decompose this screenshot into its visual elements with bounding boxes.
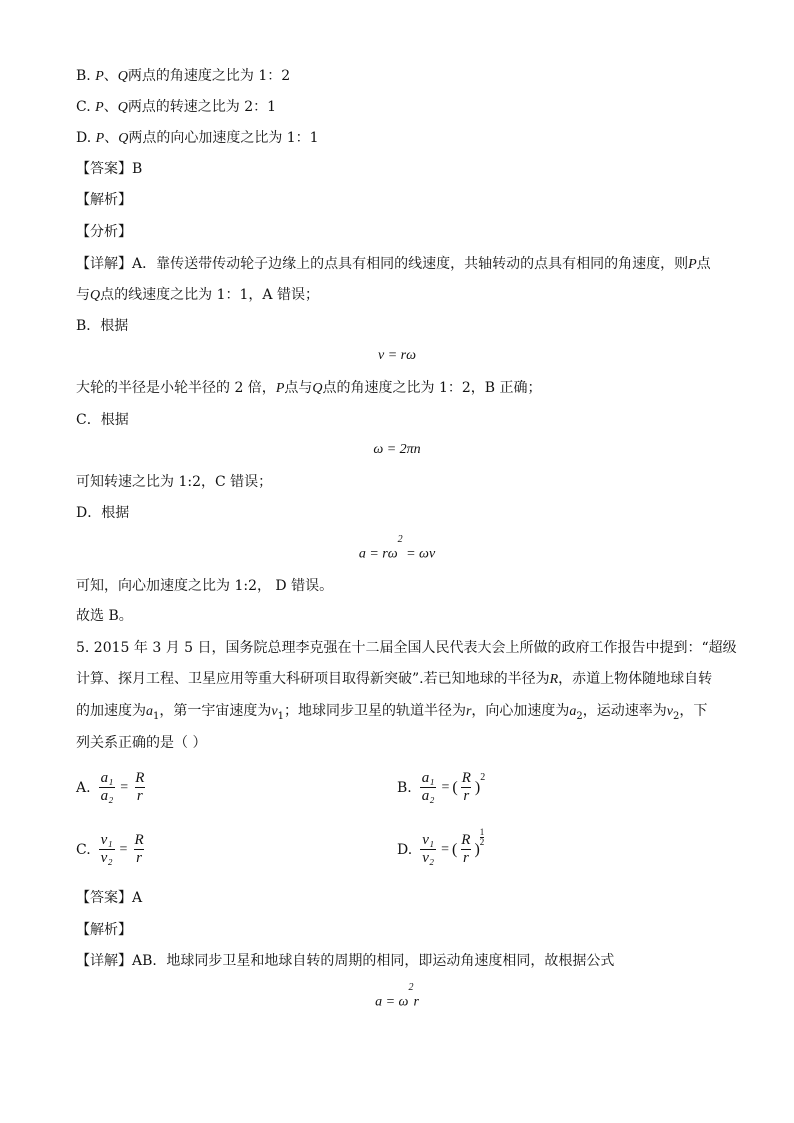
- answer-tag: 【答案】: [76, 161, 132, 177]
- point-p: P: [275, 381, 285, 396]
- option-label: D.: [397, 841, 413, 858]
- detail-text: AB．地球同步卫星和地球自转的周期的相同，即运动角速度相同，故根据公式: [132, 953, 615, 969]
- denominator: r: [136, 850, 142, 866]
- fraction-lhs: [99, 770, 116, 805]
- point-p: P: [95, 100, 104, 115]
- stem-text: ；地球同步卫星的轨道半径为: [283, 703, 466, 719]
- numerator: v₁: [422, 832, 435, 848]
- stem-text: ，向心加速度为: [471, 703, 570, 719]
- detail-text: A．靠传送带传动轮子边缘上的点具有相同的线速度，共轴转动的点具有相同的角速度，则: [132, 256, 689, 272]
- stem-text: ，下: [679, 703, 708, 719]
- subscript: 1: [277, 710, 284, 722]
- exponent-denominator: 2: [479, 837, 485, 847]
- left-paren: (: [451, 840, 458, 858]
- option-label: B.: [76, 68, 91, 84]
- formula-part: = ωv: [402, 546, 436, 562]
- q4-answer: [76, 159, 142, 179]
- q5-option-c[interactable]: [76, 832, 148, 867]
- answer-tag: 【答案】: [76, 890, 132, 906]
- subscript: 1: [153, 710, 160, 722]
- fraction-lhs: [420, 770, 437, 805]
- detail-text: 与: [76, 287, 90, 303]
- option-label: C.: [76, 841, 91, 858]
- var-v1: v: [271, 704, 278, 719]
- point-q: Q: [312, 381, 323, 396]
- option-c-prev: [76, 97, 276, 118]
- point-q: Q: [117, 100, 128, 115]
- denominator: a₂: [100, 788, 114, 804]
- q4-analysis-tag: 【解析】: [76, 192, 132, 208]
- detail-text: 点的线速度之比为 1：1，A 错误；: [100, 287, 319, 303]
- q5-answer: [76, 888, 142, 908]
- point-p: P: [688, 257, 697, 272]
- formula-part: a = rω: [358, 546, 398, 562]
- denominator: r: [463, 788, 470, 804]
- numerator: R: [461, 832, 471, 848]
- denominator: r: [462, 850, 469, 866]
- point-p: P: [95, 131, 105, 146]
- detail-text: 点: [696, 256, 711, 272]
- exponent-numerator: 1: [479, 827, 485, 837]
- fraction-lhs: [99, 832, 115, 867]
- q4-detail-a-line1: [76, 254, 711, 275]
- right-paren: ): [474, 778, 481, 796]
- option-label: D.: [76, 130, 92, 146]
- q4-detail-a-line2: [76, 285, 319, 306]
- q4-d-conclusion: 可知，向心加速度之比为 1:2， D 错误。: [76, 578, 334, 594]
- q4-b-intro: B．根据: [76, 318, 129, 334]
- detail-text: 点的角速度之比为 1：2，B 正确；: [322, 380, 542, 396]
- exponent: 2: [480, 772, 486, 783]
- numerator: v₁: [100, 832, 113, 848]
- option-text: 两点的角速度之比为 1：2: [127, 68, 291, 84]
- answer-value: B: [132, 161, 143, 177]
- var-a2: a: [569, 704, 577, 719]
- option-label: C.: [76, 99, 91, 115]
- equals-sign: =: [119, 841, 128, 857]
- numerator: R: [134, 832, 144, 848]
- detail-tag: 【详解】: [76, 953, 132, 969]
- q4-final: 故选 B。: [76, 608, 133, 624]
- denominator: r: [136, 788, 143, 804]
- q5-stem-line4: 列关系正确的是（ ）: [76, 735, 207, 751]
- var-v2: v: [666, 704, 674, 719]
- numerator: a₁: [100, 770, 114, 786]
- denominator: v₂: [422, 850, 435, 866]
- subscript: 2: [673, 710, 680, 722]
- denominator: a₂: [421, 788, 435, 804]
- separator: 、: [104, 130, 119, 146]
- stem-text: 的加速度为: [76, 703, 146, 719]
- denominator: v₂: [100, 850, 113, 866]
- q5-option-a[interactable]: [76, 770, 148, 805]
- detail-text: 大轮的半径是小轮半径的 2 倍，: [76, 380, 276, 396]
- option-label: A.: [76, 779, 91, 796]
- fraction-rhs: [460, 770, 473, 805]
- formula-part: r: [413, 994, 419, 1010]
- option-b-prev: [76, 66, 290, 87]
- subscript: 2: [576, 710, 583, 722]
- option-d-prev: [76, 128, 319, 149]
- q4-b-conclusion: [76, 378, 542, 399]
- fraction-rhs: [133, 770, 146, 805]
- stem-text: ，运动速率为: [582, 703, 667, 719]
- exponent: 2: [397, 534, 403, 545]
- separator: 、: [103, 68, 118, 84]
- q5-analysis-tag: 【解析】: [76, 922, 132, 938]
- numerator: R: [461, 770, 471, 786]
- formula-a-r-omega2: [0, 534, 794, 565]
- detail-tag: 【详解】: [76, 256, 132, 272]
- q5-detail: [76, 951, 614, 971]
- exponent: 2: [408, 982, 414, 993]
- q5-option-b[interactable]: [397, 770, 485, 805]
- option-label: B.: [397, 779, 412, 796]
- answer-value: A: [132, 890, 143, 906]
- q4-c-conclusion: 可知转速之比为 1:2，C 错误；: [76, 474, 273, 490]
- option-text: 两点的转速之比为 2：1: [127, 99, 277, 115]
- var-a1: a: [146, 704, 153, 719]
- right-paren: ): [474, 840, 480, 858]
- q5-stem-line3: [76, 701, 707, 727]
- point-p: P: [95, 69, 104, 84]
- stem-text: 计算、探月工程、卫星应用等重大科研项目取得新突破”.若已知地球的半径为: [76, 671, 550, 687]
- var-r: r: [465, 704, 472, 719]
- separator: 、: [103, 99, 118, 115]
- point-q: Q: [118, 131, 129, 146]
- formula-v-r-omega: v = rω: [378, 348, 416, 363]
- point-q: Q: [117, 69, 128, 84]
- point-q: Q: [90, 288, 101, 303]
- exponent-half: [480, 828, 485, 847]
- formula-part: a = ω: [375, 994, 409, 1010]
- formula-omega-2pi-n: ω = 2πn: [373, 442, 421, 457]
- detail-text: 点与: [284, 380, 313, 396]
- fraction-rhs: [459, 832, 472, 867]
- var-R: R: [549, 672, 559, 687]
- left-paren: (: [452, 778, 458, 796]
- formula-a-omega2-r: [0, 982, 794, 1013]
- q4-d-intro: D．根据: [76, 505, 130, 521]
- fraction-lhs: [420, 832, 436, 867]
- option-text: 两点的向心加速度之比为 1：1: [128, 130, 319, 146]
- numerator: R: [135, 770, 145, 786]
- equals-sign: =: [120, 779, 129, 795]
- fraction-rhs: [132, 832, 145, 867]
- equals-sign: =: [441, 841, 449, 857]
- q4-c-intro: C．根据: [76, 412, 129, 428]
- q5-stem-line2: [76, 669, 712, 690]
- numerator: a₁: [421, 770, 435, 786]
- stem-text: ，赤道上物体随地球自转: [558, 671, 713, 687]
- q4-fenxi-tag: 【分析】: [76, 224, 132, 240]
- q5-stem-line1: 5. 2015 年 3 月 5 日，国务院总理李克强在十二届全国人民代表大会上所做的政府工作报告中提到：“超级: [76, 640, 737, 656]
- stem-text: ，第一宇宙速度为: [159, 703, 272, 719]
- q5-option-d[interactable]: [397, 827, 485, 867]
- equals-sign: =: [441, 779, 450, 795]
